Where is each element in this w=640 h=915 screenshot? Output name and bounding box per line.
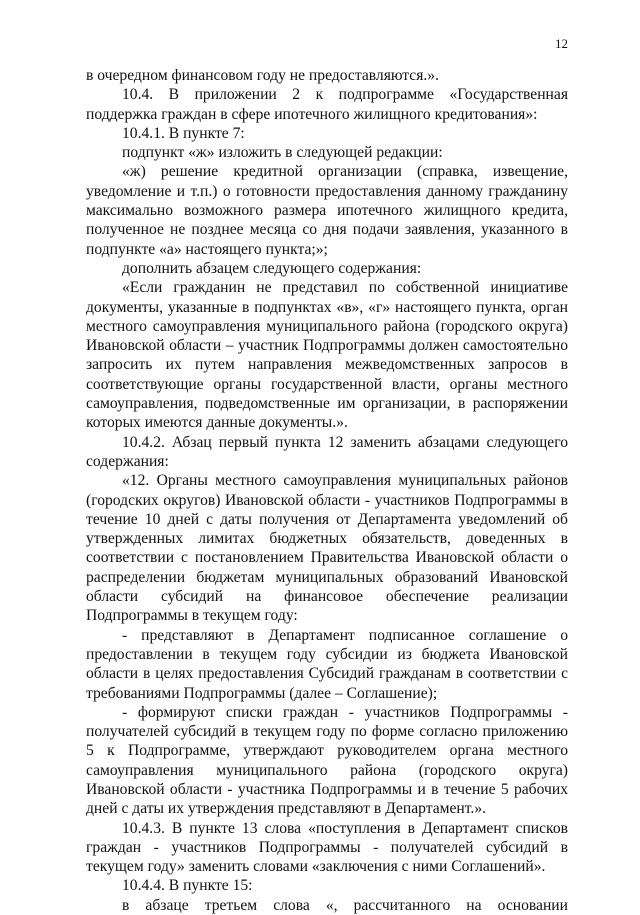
paragraph: 10.4.2. Абзац первый пункта 12 заменить абзацами следующего содержания: — [86, 433, 568, 470]
paragraph: 10.4.3. В пункте 13 слова «поступления в Департамент списков граждан - участников Подпрограммы - получателей субсидий в текущем году» заменить словами «заключения с ними Соглашений». — [86, 819, 568, 876]
paragraph: - формируют списки граждан - участников Подпрограммы - получателей субсидий в текущем году по форме согласно приложению 5 к Подпрограмме, утверждают руководителем органа местного самоуправления муниципального района (городского округа) Ивановской области - участника Подпрограммы и в течение 5 рабочих дней с даты их утверждения представляют в Департамент.». — [86, 703, 568, 818]
paragraph: 10.4.4. В пункте 15: — [122, 877, 253, 895]
document-body — [86, 66, 568, 915]
paragraph: подпункт «ж» изложить в следующей редакции: — [122, 144, 443, 162]
paragraph: в абзаце третьем слова «, рассчитанного на основании — [122, 896, 568, 914]
paragraph: - представляют в Департамент подписанное соглашение о предоставлении в текущем году субсидии из бюджета Ивановской области в целях предоставления Субсидий гражданам в соответствии с требованиями Подпрограммы (далее – Соглашение); — [86, 626, 568, 702]
paragraph: «ж) решение кредитной организации (справка, извещение, уведомление и т.п.) о готовности предоставления данному гражданину максимально возможного размера ипотечного жилищного кредита, полученное не позднее месяца со дня подачи заявления, указанного в подпункте «а» настоящего пункта;»; — [86, 163, 568, 258]
paragraph: в очередном финансовом году не предоставляются.». — [86, 67, 439, 84]
paragraph: 10.4.1. В пункте 7: — [122, 124, 245, 142]
paragraph: «12. Органы местного самоуправления муниципальных районов (городских округов) Ивановской области - участников Подпрограммы в течение 10 дней с даты получения от Департамента уведомлений об утвержденных лимитах бюджетных обязательств, доведенных в соответствии с постановлением Правительства Ивановской области о распределении бюджетам муниципальных образований Ивановской области субсидий на финансовое обеспечение реализации Подпрограммы в текущем году: — [86, 472, 568, 625]
paragraph: «Если гражданин не представил по собственной инициативе документы, указанные в подпунктах «в», «г» настоящего пункта, орган местного самоуправления муниципального района (городского округа) Ивановской области – участник Подпрограммы должен самостоятельно запросить их путем направления межведомственных запросов в соответствующие органы государственной власти, органы местного самоуправления, подведомственные им организации, в распоряжении которых имеются данные документы.». — [86, 279, 568, 432]
paragraph: дополнить абзацем следующего содержания: — [122, 259, 422, 277]
paragraph: 10.4. В приложении 2 к подпрограмме «Государственная поддержка граждан в сфере ипотечного жилищного кредитования»: — [86, 86, 568, 123]
page-number: 12 — [555, 36, 568, 51]
